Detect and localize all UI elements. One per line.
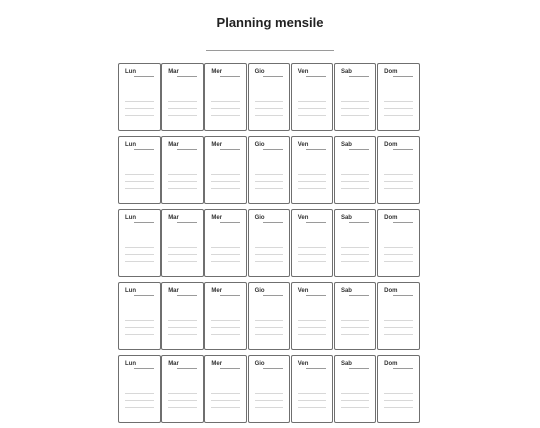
- day-label: Gio: [254, 361, 265, 367]
- note-line: [341, 108, 370, 109]
- day-cell[interactable]: [248, 209, 291, 277]
- day-label: Lun: [125, 142, 136, 148]
- note-line: [384, 115, 413, 116]
- date-write-line: [177, 222, 197, 223]
- note-line: [211, 101, 240, 102]
- note-line: [384, 108, 413, 109]
- week-row: [118, 136, 422, 204]
- note-line: [384, 188, 413, 189]
- day-label: Dom: [384, 142, 398, 148]
- note-line: [255, 393, 284, 394]
- day-cell[interactable]: [334, 136, 377, 204]
- note-line: [298, 181, 327, 182]
- note-line: [125, 101, 154, 102]
- note-line: [341, 400, 370, 401]
- note-line: [384, 327, 413, 328]
- day-label: Ven: [297, 142, 309, 148]
- day-label: Dom: [384, 215, 398, 221]
- day-cell[interactable]: [377, 63, 420, 131]
- note-line: [125, 115, 154, 116]
- week-row: [118, 63, 422, 131]
- note-line: [298, 254, 327, 255]
- note-line: [298, 115, 327, 116]
- note-line: [125, 393, 154, 394]
- note-line: [341, 393, 370, 394]
- title-underline: [206, 50, 334, 51]
- date-write-line: [393, 295, 413, 296]
- day-cell[interactable]: [118, 209, 161, 277]
- day-cell[interactable]: [334, 355, 377, 423]
- note-line: [298, 320, 327, 321]
- note-line: [384, 334, 413, 335]
- week-row: [118, 355, 422, 423]
- day-cell[interactable]: [161, 282, 204, 350]
- note-line: [125, 108, 154, 109]
- note-line: [341, 188, 370, 189]
- note-line: [125, 407, 154, 408]
- day-label: Ven: [297, 215, 309, 221]
- note-line: [168, 174, 197, 175]
- note-line: [255, 407, 284, 408]
- note-line: [384, 407, 413, 408]
- note-line: [255, 334, 284, 335]
- day-cell[interactable]: [291, 63, 334, 131]
- day-cell[interactable]: [204, 136, 247, 204]
- date-write-line: [306, 295, 326, 296]
- day-label: Sab: [340, 288, 352, 294]
- day-cell[interactable]: [334, 209, 377, 277]
- note-line: [298, 261, 327, 262]
- day-label: Dom: [384, 361, 398, 367]
- note-line: [255, 101, 284, 102]
- day-cell[interactable]: [118, 355, 161, 423]
- note-line: [211, 334, 240, 335]
- note-line: [168, 327, 197, 328]
- note-line: [298, 101, 327, 102]
- note-line: [168, 407, 197, 408]
- note-line: [125, 188, 154, 189]
- week-row: [118, 282, 422, 350]
- day-label: Lun: [125, 215, 136, 221]
- date-write-line: [306, 368, 326, 369]
- date-write-line: [177, 295, 197, 296]
- date-write-line: [306, 222, 326, 223]
- note-line: [255, 254, 284, 255]
- day-cell[interactable]: [248, 355, 291, 423]
- note-line: [341, 174, 370, 175]
- note-line: [341, 254, 370, 255]
- note-line: [298, 108, 327, 109]
- note-line: [255, 261, 284, 262]
- note-line: [211, 174, 240, 175]
- week-row: [118, 209, 422, 277]
- date-write-line: [177, 76, 197, 77]
- date-write-line: [177, 368, 197, 369]
- day-cell[interactable]: [248, 63, 291, 131]
- note-line: [298, 334, 327, 335]
- day-label: Lun: [125, 288, 136, 294]
- day-label: Lun: [125, 69, 136, 75]
- note-line: [255, 400, 284, 401]
- day-label: Mar: [168, 142, 179, 148]
- page-title: Planning mensile: [216, 15, 324, 30]
- date-write-line: [220, 149, 240, 150]
- note-line: [211, 247, 240, 248]
- day-label: Mar: [168, 215, 179, 221]
- day-label: Ven: [297, 361, 309, 367]
- note-line: [125, 261, 154, 262]
- note-line: [125, 254, 154, 255]
- day-label: Ven: [297, 69, 309, 75]
- note-line: [341, 181, 370, 182]
- date-write-line: [393, 149, 413, 150]
- day-cell[interactable]: [204, 282, 247, 350]
- date-write-line: [306, 76, 326, 77]
- day-label: Mer: [211, 69, 223, 75]
- day-label: Dom: [384, 288, 398, 294]
- note-line: [168, 393, 197, 394]
- day-label: Mer: [211, 288, 223, 294]
- note-line: [211, 327, 240, 328]
- note-line: [255, 108, 284, 109]
- date-write-line: [349, 76, 369, 77]
- day-label: Mar: [168, 288, 179, 294]
- day-cell[interactable]: [291, 209, 334, 277]
- date-write-line: [134, 76, 154, 77]
- date-write-line: [349, 222, 369, 223]
- day-cell[interactable]: [161, 136, 204, 204]
- note-line: [298, 393, 327, 394]
- note-line: [211, 261, 240, 262]
- note-line: [384, 400, 413, 401]
- date-write-line: [263, 222, 283, 223]
- note-line: [341, 327, 370, 328]
- day-label: Mar: [168, 69, 179, 75]
- note-line: [211, 400, 240, 401]
- day-label: Sab: [340, 361, 352, 367]
- day-cell[interactable]: [291, 282, 334, 350]
- day-label: Gio: [254, 215, 265, 221]
- note-line: [255, 188, 284, 189]
- day-label: Lun: [125, 361, 136, 367]
- note-line: [384, 181, 413, 182]
- note-line: [211, 181, 240, 182]
- day-cell[interactable]: [118, 136, 161, 204]
- note-line: [341, 247, 370, 248]
- note-line: [125, 181, 154, 182]
- note-line: [255, 115, 284, 116]
- note-line: [384, 261, 413, 262]
- day-cell[interactable]: [334, 282, 377, 350]
- note-line: [384, 247, 413, 248]
- day-cell[interactable]: [377, 355, 420, 423]
- day-label: Gio: [254, 142, 265, 148]
- date-write-line: [393, 76, 413, 77]
- note-line: [298, 327, 327, 328]
- date-write-line: [220, 76, 240, 77]
- day-label: Ven: [297, 288, 309, 294]
- note-line: [384, 393, 413, 394]
- note-line: [384, 174, 413, 175]
- note-line: [255, 320, 284, 321]
- date-write-line: [177, 149, 197, 150]
- date-write-line: [349, 295, 369, 296]
- date-write-line: [263, 368, 283, 369]
- note-line: [341, 101, 370, 102]
- note-line: [211, 254, 240, 255]
- day-label: Sab: [340, 69, 352, 75]
- note-line: [168, 181, 197, 182]
- day-label: Gio: [254, 69, 265, 75]
- note-line: [384, 320, 413, 321]
- day-label: Mer: [211, 361, 223, 367]
- day-cell[interactable]: [291, 355, 334, 423]
- note-line: [211, 320, 240, 321]
- day-cell[interactable]: [248, 136, 291, 204]
- note-line: [341, 407, 370, 408]
- note-line: [211, 407, 240, 408]
- day-cell[interactable]: [248, 282, 291, 350]
- note-line: [168, 254, 197, 255]
- date-write-line: [349, 149, 369, 150]
- note-line: [125, 174, 154, 175]
- note-line: [384, 101, 413, 102]
- note-line: [211, 115, 240, 116]
- date-write-line: [263, 149, 283, 150]
- date-write-line: [220, 295, 240, 296]
- day-cell[interactable]: [377, 282, 420, 350]
- note-line: [341, 115, 370, 116]
- day-cell[interactable]: [291, 136, 334, 204]
- note-line: [168, 115, 197, 116]
- day-cell[interactable]: [334, 63, 377, 131]
- day-cell[interactable]: [161, 209, 204, 277]
- date-write-line: [349, 368, 369, 369]
- date-write-line: [393, 222, 413, 223]
- day-label: Mer: [211, 142, 223, 148]
- day-label: Dom: [384, 69, 398, 75]
- note-line: [168, 261, 197, 262]
- day-label: Mer: [211, 215, 223, 221]
- date-write-line: [263, 295, 283, 296]
- note-line: [341, 334, 370, 335]
- note-line: [168, 400, 197, 401]
- date-write-line: [263, 76, 283, 77]
- date-write-line: [134, 149, 154, 150]
- note-line: [168, 320, 197, 321]
- note-line: [341, 261, 370, 262]
- day-cell[interactable]: [118, 282, 161, 350]
- day-cell[interactable]: [377, 209, 420, 277]
- note-line: [125, 327, 154, 328]
- note-line: [341, 320, 370, 321]
- note-line: [168, 188, 197, 189]
- day-label: Mar: [168, 361, 179, 367]
- note-line: [298, 174, 327, 175]
- note-line: [125, 247, 154, 248]
- note-line: [125, 334, 154, 335]
- note-line: [168, 334, 197, 335]
- day-cell[interactable]: [204, 63, 247, 131]
- note-line: [125, 320, 154, 321]
- day-label: Gio: [254, 288, 265, 294]
- day-label: Sab: [340, 142, 352, 148]
- note-line: [125, 400, 154, 401]
- date-write-line: [393, 368, 413, 369]
- note-line: [211, 108, 240, 109]
- note-line: [211, 393, 240, 394]
- date-write-line: [220, 222, 240, 223]
- note-line: [298, 407, 327, 408]
- day-cell[interactable]: [377, 136, 420, 204]
- note-line: [255, 181, 284, 182]
- day-cell[interactable]: [161, 63, 204, 131]
- note-line: [255, 174, 284, 175]
- calendar-grid: [118, 63, 422, 428]
- day-cell[interactable]: [204, 209, 247, 277]
- note-line: [384, 254, 413, 255]
- note-line: [211, 188, 240, 189]
- note-line: [168, 101, 197, 102]
- date-write-line: [134, 368, 154, 369]
- note-line: [255, 247, 284, 248]
- day-cell[interactable]: [161, 355, 204, 423]
- date-write-line: [306, 149, 326, 150]
- note-line: [298, 247, 327, 248]
- date-write-line: [134, 295, 154, 296]
- day-cell[interactable]: [118, 63, 161, 131]
- day-label: Sab: [340, 215, 352, 221]
- note-line: [298, 188, 327, 189]
- note-line: [255, 327, 284, 328]
- note-line: [168, 247, 197, 248]
- note-line: [168, 108, 197, 109]
- date-write-line: [134, 222, 154, 223]
- date-write-line: [220, 368, 240, 369]
- note-line: [298, 400, 327, 401]
- day-cell[interactable]: [204, 355, 247, 423]
